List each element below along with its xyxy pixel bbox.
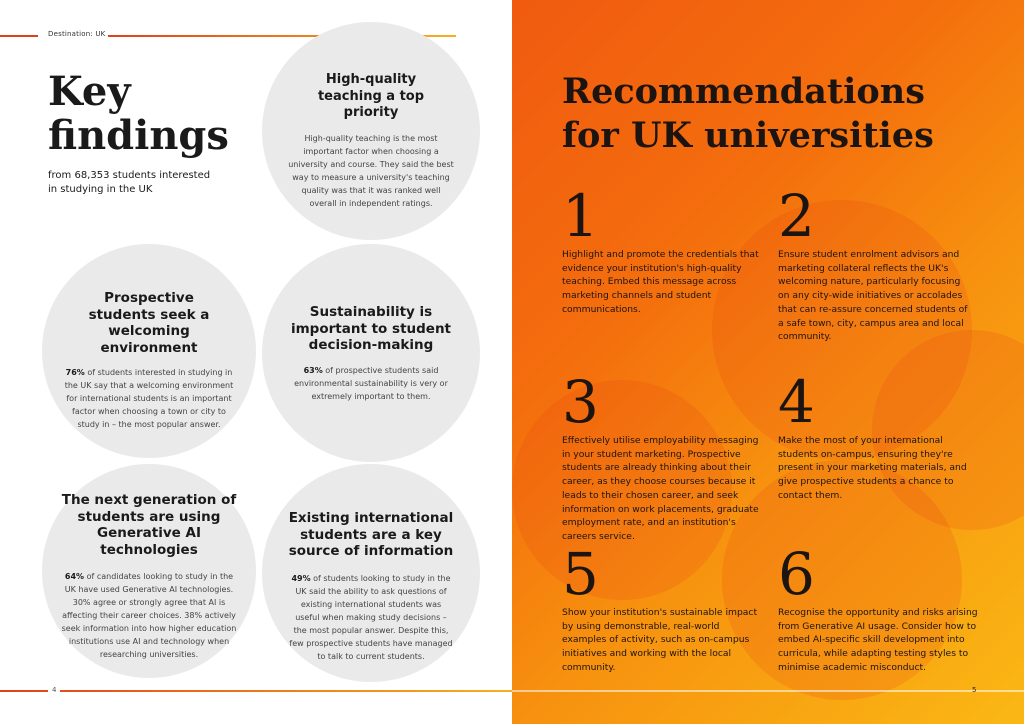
finding-body-text: of students looking to study in the UK said the ability to ask questions of existing international students was useful when making study decisions – the most popular answer. Despite this, few prospective students have managed to talk to current students. [289, 573, 453, 661]
recommendation-item [562, 540, 762, 675]
finding-body [46, 570, 252, 661]
finding-body: High-quality teaching is the most important factor when choosing a university and course. They said the best way to measure a university's teaching quality was that it was ranked well overall in independent ratings. [288, 133, 454, 208]
finding-stat: 76% [65, 368, 85, 377]
recommendation-text: Make the most of your international students on-campus, ensuring they're present in your marketing materials, and give prospective students a chance to contact them. [778, 435, 967, 501]
recommendation-text: Show your institution's sustainable impact by using demonstrable, real-world examples of activity, such as on-campus initiatives and working with the local community. [562, 607, 758, 673]
footer-rule [0, 690, 512, 692]
finding-body [282, 572, 460, 663]
finding-title: Existing international students are a key source of information [288, 510, 454, 559]
recommendation-text: Recognise the opportunity and risks arising from Generative AI usage. Consider how to embed AI-specific skill development into curricula, while adapting testing styles to minimise academic misconduct. [778, 607, 978, 673]
header-label: Destination: UK [48, 30, 106, 38]
finding-circle-existing-students [262, 464, 480, 682]
finding-title: Sustainability is important to student decision-making [290, 304, 452, 353]
recommendation-text: Highlight and promote the credentials that evidence your institution's high-quality teaching. Embed this message across marketing channels and student communications. [562, 249, 759, 315]
finding-body [56, 366, 242, 431]
page-title-line: findings [48, 112, 229, 159]
recommendations-title-line: for UK universities [562, 115, 934, 156]
recommendation-number: 5 [562, 540, 599, 608]
finding-body-text: of candidates looking to study in the UK have used Generative AI technologies. 30% agree or strongly agree that AI is affecting their career choices. 38% actively seek information into how higher education institutions use AI and technology when researching universities. [61, 572, 237, 659]
finding-title: The next generation of students are using Generative AI technologies [61, 492, 237, 558]
finding-title: High-quality teaching a top priority [317, 72, 425, 120]
recommendation-text: Effectively utilise employability messaging in your student marketing. Prospective students are already thinking about their career, as they choose courses because it leads to their chosen career, and seek information on work placements, graduate employment rate, and an institution's careers service. [562, 435, 759, 542]
page-number: 5 [972, 686, 977, 694]
recommendation-item [778, 368, 974, 503]
page-title-line: Key [48, 68, 131, 115]
finding-circle-teaching [262, 22, 480, 240]
finding-title: Prospective students seek a welcoming environment [88, 290, 210, 356]
finding-stat: 49% [291, 573, 311, 583]
finding-body-text: of prospective students said environmental sustainability is very or extremely important to them. [294, 365, 448, 401]
finding-body-text: of students interested in studying in the UK say that a welcoming environment for international students is an important factor when choosing a town or city to study in – the most popular answer. [64, 368, 234, 429]
recommendation-number: 4 [778, 368, 815, 436]
finding-stat: 63% [303, 365, 323, 375]
finding-body [282, 364, 460, 403]
recommendation-number: 2 [778, 182, 815, 250]
page-subtitle: from 68,353 students interested in studying in the UK [48, 170, 211, 195]
recommendation-number: 3 [562, 368, 599, 436]
finding-circle-generative-ai [42, 464, 256, 678]
finding-stat: 64% [64, 572, 85, 581]
recommendations-title [562, 70, 982, 158]
recommendation-item [562, 182, 762, 317]
finding-circle-sustainability [262, 244, 480, 462]
right-page [512, 0, 1024, 724]
recommendations-title-line: Recommendations [562, 71, 925, 112]
finding-circle-welcoming [42, 244, 256, 458]
recommendation-text: Ensure student enrolment advisors and marketing collateral reflects the UK's welcoming nature, particularly focusing on any city-wide initiatives or accolades that can re-assure concerned students of a safe town, city, campus area and local community. [778, 249, 968, 343]
recommendation-number: 1 [562, 182, 599, 250]
recommendation-number: 6 [778, 540, 815, 608]
recommendation-item [778, 540, 990, 675]
page-number: 4 [48, 686, 60, 694]
page-title [48, 70, 248, 158]
recommendation-item [778, 182, 974, 344]
recommendation-item [562, 368, 762, 544]
header-rule [0, 35, 38, 37]
footer-rule [512, 690, 1024, 692]
